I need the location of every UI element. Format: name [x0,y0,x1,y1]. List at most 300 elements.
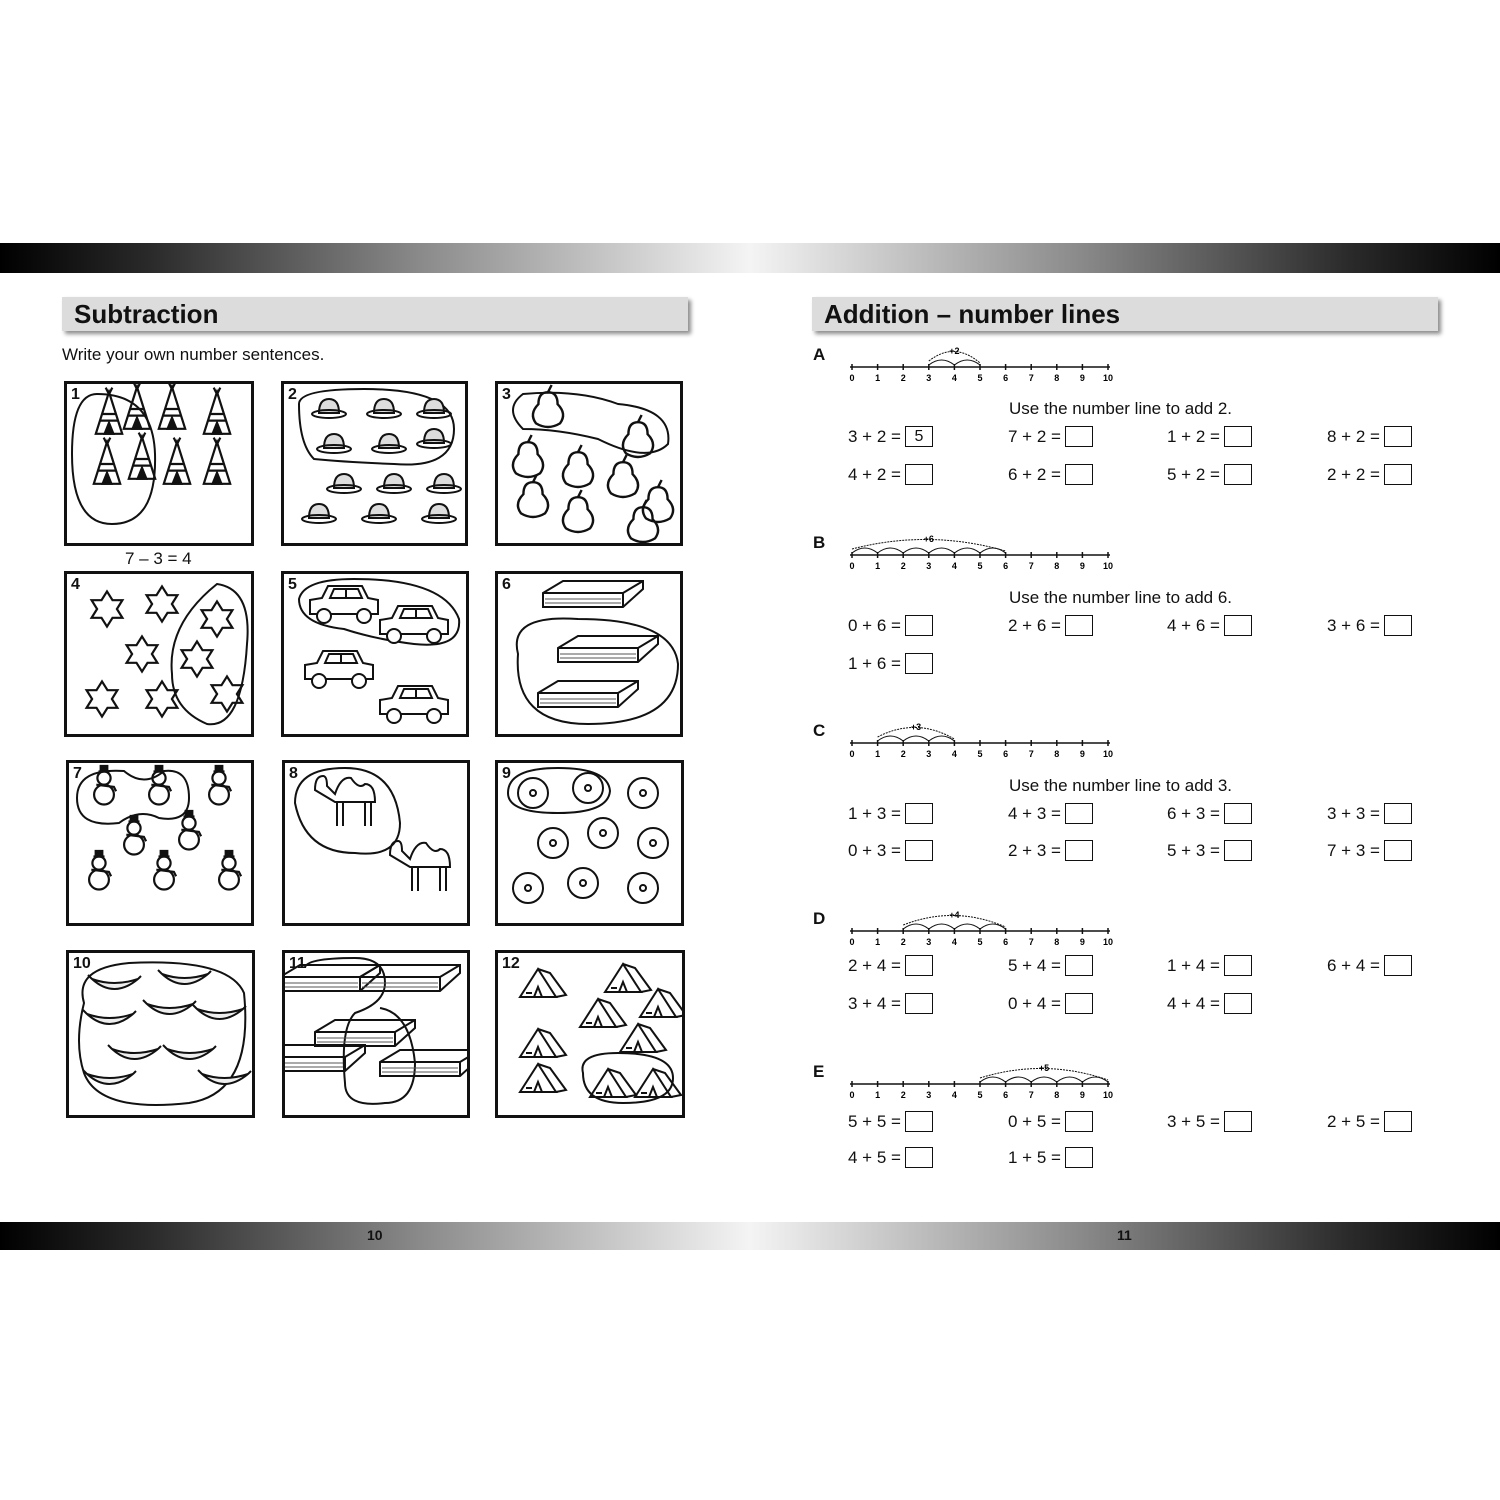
addition-problem [1327,840,1412,861]
picture-cell [64,571,254,737]
answer-box[interactable] [1065,955,1093,976]
answer-box[interactable] [905,803,933,824]
tick-label: 10 [1102,561,1114,571]
answer-box[interactable] [1224,464,1252,485]
problem-expression: 5 + 5 = [848,1111,901,1131]
camels-icon [315,776,375,826]
problem-expression: 4 + 3 = [1008,803,1061,823]
tick-label: 4 [951,937,957,947]
jump-label: +6 [923,534,934,544]
tepees-icon [204,438,230,484]
rings-icon [573,773,603,803]
picture-cell [495,950,685,1118]
answer-box[interactable] [1384,615,1412,636]
tick-label: 0 [849,373,855,383]
books-icon [285,1045,365,1071]
books-icon [538,681,638,707]
tick-label: 7 [1028,373,1034,383]
jump-arc [954,360,980,365]
hats-icon [362,504,396,523]
addition-problem [1167,615,1252,636]
hats-icon [367,399,401,418]
tepees-illustration [67,384,251,543]
problem-expression: 0 + 3 = [848,840,901,860]
problem-expression: 4 + 2 = [848,464,901,484]
addition-problem [1008,955,1093,976]
rings-icon [628,778,658,808]
books-icon [558,636,658,662]
bananas-icon [108,1045,161,1059]
rings-icon [628,873,658,903]
problem-expression: 2 + 6 = [1008,615,1061,635]
addition-problem [1167,1111,1252,1132]
jump-arc [852,548,878,553]
snowmen-icon [219,851,241,890]
addition-problem [1167,426,1252,447]
books-icon [360,965,460,991]
problem-expression: 3 + 4 = [848,993,901,1013]
tick-label: 7 [1028,937,1034,947]
tick-label: 1 [875,561,881,571]
cars-icon [305,651,373,688]
answer-box[interactable] [905,1111,933,1132]
bananas-icon [158,970,211,984]
cars-illustration [284,574,466,734]
cell-number: 5 [288,576,297,593]
tick-label: 4 [951,1090,957,1100]
tick-label: 2 [900,373,906,383]
addition-problem [1008,615,1093,636]
section-label: B [813,533,826,552]
tick-label: 4 [951,749,957,759]
answer-box[interactable] [905,615,933,636]
number-line [843,534,1118,574]
hats-icon [417,429,451,448]
problem-expression: 0 + 6 = [848,615,901,635]
problem-expression: 7 + 2 = [1008,426,1061,446]
tick-label: 6 [1003,937,1009,947]
addition-problem [1327,1111,1412,1132]
problem-expression: 6 + 4 = [1327,955,1380,975]
addition-problem [1167,464,1252,485]
tents-icon [620,1024,666,1052]
cell-number: 9 [502,765,511,782]
problem-expression: 4 + 5 = [848,1147,901,1167]
camels-icon [390,841,450,891]
bananas-illustration [69,953,252,1115]
addition-problem [848,955,933,976]
tick-label: 3 [926,373,932,383]
camels-illustration [285,763,467,923]
tick-label: 9 [1079,1090,1085,1100]
answer-box[interactable] [1224,803,1252,824]
cars-icon [380,606,448,643]
problem-expression: 1 + 4 = [1167,955,1220,975]
tick-label: 1 [875,1090,881,1100]
snowmen-icon [124,816,146,855]
rings-icon [568,868,598,898]
answer-box[interactable] [905,955,933,976]
tick-label: 6 [1003,1090,1009,1100]
rings-icon [518,778,548,808]
problem-expression: 2 + 2 = [1327,464,1380,484]
picture-cell [66,760,254,926]
stars-icon [92,591,123,626]
jump-arc [954,924,980,929]
tick-label: 1 [875,937,881,947]
jump-arc [1006,1077,1032,1082]
tick-label: 8 [1054,749,1060,759]
picture-cell [495,381,683,546]
addition-problem [848,803,933,824]
jump-label: +5 [1038,1063,1050,1073]
tick-label: 0 [849,561,855,571]
tick-label: 4 [951,373,957,383]
tents-icon [635,1069,681,1097]
addition-problem [1008,993,1093,1014]
addition-problem [848,426,933,447]
addition-problem [848,615,933,636]
snowmen-icon [89,851,111,890]
problem-expression: 8 + 2 = [1327,426,1380,446]
tick-label: 10 [1102,1090,1114,1100]
stars-icon [87,681,118,716]
pears-icon [518,475,548,517]
addition-problem [1327,615,1412,636]
number-line [843,1063,1118,1103]
hats-icon [372,434,406,453]
tick-label: 3 [926,937,932,947]
picture-cell [281,381,468,546]
pears-icon [563,445,593,487]
bottom-decorative-band [0,1222,1500,1250]
tick-label: 0 [849,937,855,947]
number-line [843,722,1118,762]
picture-cell [64,381,254,546]
picture-cell [495,760,684,926]
tick-label: 6 [1003,749,1009,759]
answer-box[interactable] [1384,955,1412,976]
jump-arc [980,548,1006,553]
snowmen-icon [209,766,231,805]
addition-problem [1008,426,1093,447]
problem-expression: 5 + 3 = [1167,840,1220,860]
tents-icon [605,964,651,992]
tents-icon [640,989,682,1017]
picture-cell [282,760,470,926]
tick-label: 2 [900,937,906,947]
tick-label: 2 [900,561,906,571]
section-label: A [813,345,826,364]
hats-illustration [284,384,465,543]
bananas-icon [83,1070,136,1084]
problem-expression: 1 + 2 = [1167,426,1220,446]
pears-icon [628,500,658,542]
tick-label: 2 [900,749,906,759]
addition-problem [1327,955,1412,976]
answer-box[interactable] [905,993,933,1014]
answer-box[interactable] [1384,840,1412,861]
rings-icon [638,828,668,858]
problem-expression: 2 + 3 = [1008,840,1061,860]
hats-icon [377,474,411,493]
tick-label: 6 [1003,373,1009,383]
section-instruction: Use the number line to add 6. [1009,588,1233,607]
addition-problem [1008,803,1093,824]
picture-cell [66,950,255,1118]
answer-box[interactable] [1065,464,1093,485]
answer-box[interactable] [905,464,933,485]
answer-box[interactable] [1384,426,1412,447]
tick-label: 7 [1028,1090,1034,1100]
cell-number: 2 [288,386,297,403]
top-decorative-band [0,243,1500,273]
cell-number: 10 [73,955,91,972]
jump-arc [903,736,929,741]
addition-problem [1327,426,1412,447]
stars-icon [182,641,213,676]
answer-box[interactable] [1065,426,1093,447]
answer-box[interactable]: 5 [905,426,933,447]
books-illustration [498,574,680,734]
example-sentence: 7 – 3 = 4 [125,549,192,568]
problem-expression: 3 + 3 = [1327,803,1380,823]
problem-expression: 1 + 6 = [848,653,901,673]
addition-problem [848,840,933,861]
tick-label: 7 [1028,749,1034,759]
cell-number: 4 [71,576,80,593]
answer-box[interactable] [905,840,933,861]
tents-icon [520,1064,566,1092]
addition-problem [1008,840,1093,861]
addition-problem [848,1111,933,1132]
tick-label: 5 [977,561,983,571]
books-icon [380,1050,467,1076]
problem-expression: 7 + 3 = [1327,840,1380,860]
tents-icon [590,1069,636,1097]
tick-label: 3 [926,1090,932,1100]
problem-expression: 5 + 4 = [1008,955,1061,975]
section-label: E [813,1062,825,1081]
addition-problem [848,1147,933,1168]
cars-icon [380,686,448,723]
hats-icon [312,399,346,418]
jump-arc [954,548,980,553]
answer-box[interactable] [905,653,933,674]
picture-cell [495,571,683,737]
addition-title: Addition – number lines [812,297,1438,331]
pears-illustration [498,384,680,543]
bananas-icon [198,1070,251,1084]
number-line [843,910,1118,950]
tick-label: 0 [849,749,855,759]
addition-problem [1167,840,1252,861]
tick-label: 10 [1102,937,1114,947]
answer-box[interactable] [1224,993,1252,1014]
books-icon [315,1020,415,1046]
bananas-icon [193,1005,246,1019]
cell-number: 6 [502,576,511,593]
tick-label: 9 [1079,561,1085,571]
tepees-icon [129,433,155,479]
answer-box[interactable] [1384,464,1412,485]
subtraction-title: Subtraction [62,297,688,331]
right-page-number: 11 [1117,1227,1132,1243]
jump-arc [980,924,1006,929]
tick-label: 5 [977,373,983,383]
pears-icon [563,490,593,532]
hats-icon [302,504,336,523]
bananas-icon [143,1000,196,1014]
jump-label: +2 [949,346,960,356]
answer-box[interactable] [1224,840,1252,861]
tick-label: 5 [977,749,983,759]
jump-label: +3 [910,722,922,732]
rings-icon [588,818,618,848]
section-label: C [813,721,826,740]
problem-expression: 3 + 2 = [848,426,901,446]
problem-expression: 6 + 3 = [1167,803,1220,823]
addition-problem [848,653,933,674]
answer-box[interactable] [1224,1111,1252,1132]
addition-problem [1167,993,1252,1014]
bananas-icon [163,1045,216,1059]
hats-icon [327,474,361,493]
stars-icon [212,676,243,711]
jump-arc [980,1077,1006,1082]
answer-box[interactable] [1065,803,1093,824]
picture-cell [282,950,470,1118]
tents-icon [580,999,626,1027]
books-icon [543,581,643,607]
stars-icon [147,586,178,621]
jump-arc [878,736,904,741]
problem-expression: 3 + 6 = [1327,615,1380,635]
problem-expression: 1 + 5 = [1008,1147,1061,1167]
answer-box[interactable] [905,1147,933,1168]
pears-icon [608,455,638,497]
snowmen-icon [149,766,171,805]
section-instruction: Use the number line to add 3. [1009,776,1233,795]
bananas-icon [88,975,141,989]
cell-number: 8 [289,765,298,782]
jump-arc [878,548,904,553]
addition-problem [1167,955,1252,976]
problem-expression: 5 + 2 = [1167,464,1220,484]
problem-expression: 4 + 4 = [1167,993,1220,1013]
section-instruction: Use the number line to add 2. [1009,399,1233,418]
jump-arc [929,924,955,929]
tick-label: 5 [977,937,983,947]
cell-number: 11 [289,955,306,972]
addition-problem [848,464,933,485]
addition-problem [1008,464,1093,485]
snowmen-icon [179,811,201,850]
jump-arc [1031,1077,1057,1082]
tepees-icon [159,384,185,429]
cell-number: 3 [502,386,511,403]
hats-icon [427,474,461,493]
answer-box[interactable] [1065,840,1093,861]
answer-box[interactable] [1384,803,1412,824]
snowmen-icon [154,851,176,890]
problem-expression: 6 + 2 = [1008,464,1061,484]
addition-problem [848,993,933,1014]
tick-label: 0 [849,1090,855,1100]
tick-label: 8 [1054,1090,1060,1100]
cars-icon [310,586,378,623]
number-line [843,346,1118,386]
picture-cell [281,571,469,737]
problem-expression: 3 + 5 = [1167,1111,1220,1131]
tick-label: 9 [1079,749,1085,759]
problem-expression: 4 + 6 = [1167,615,1220,635]
addition-problem [1167,803,1252,824]
stars-illustration [67,574,251,734]
rings-illustration [498,763,681,923]
bananas-icon [83,1010,136,1024]
problem-expression: 0 + 4 = [1008,993,1061,1013]
tepees-icon [164,438,190,484]
pears-icon [513,435,543,477]
tick-label: 8 [1054,937,1060,947]
addition-problem [1327,803,1412,824]
tepees-icon [204,388,230,434]
subtraction-instruction: Write your own number sentences. [62,345,325,364]
tick-label: 7 [1028,561,1034,571]
answer-box[interactable] [1384,1111,1412,1132]
tepees-icon [94,438,120,484]
hats-icon [422,504,456,523]
tick-label: 8 [1054,561,1060,571]
stars-icon [202,601,233,636]
jump-arc [903,924,929,929]
tick-label: 10 [1102,749,1114,759]
answer-box[interactable] [1065,1111,1093,1132]
tick-label: 4 [951,561,957,571]
tick-label: 3 [926,749,932,759]
cell-number: 1 [71,386,80,403]
tick-label: 2 [900,1090,906,1100]
answer-box[interactable] [1224,426,1252,447]
answer-box[interactable] [1224,615,1252,636]
rings-icon [538,828,568,858]
tick-label: 8 [1054,373,1060,383]
tick-label: 3 [926,561,932,571]
tick-label: 1 [875,373,881,383]
answer-box[interactable] [1065,615,1093,636]
stars-icon [127,636,158,671]
addition-problem [1008,1147,1093,1168]
tick-label: 6 [1003,561,1009,571]
jump-arc [1082,1077,1108,1082]
books-illustration [285,953,467,1115]
jump-arc [1057,1077,1083,1082]
tick-label: 9 [1079,937,1085,947]
answer-box[interactable] [1065,993,1093,1014]
tents-icon [520,969,566,997]
jump-arc [903,548,929,553]
answer-box[interactable] [1065,1147,1093,1168]
tick-label: 1 [875,749,881,759]
cell-number: 12 [502,955,520,972]
tick-label: 5 [977,1090,983,1100]
answer-box[interactable] [1224,955,1252,976]
tents-illustration [498,953,682,1115]
tents-icon [520,1029,566,1057]
problem-expression: 2 + 5 = [1327,1111,1380,1131]
tick-label: 10 [1102,373,1114,383]
